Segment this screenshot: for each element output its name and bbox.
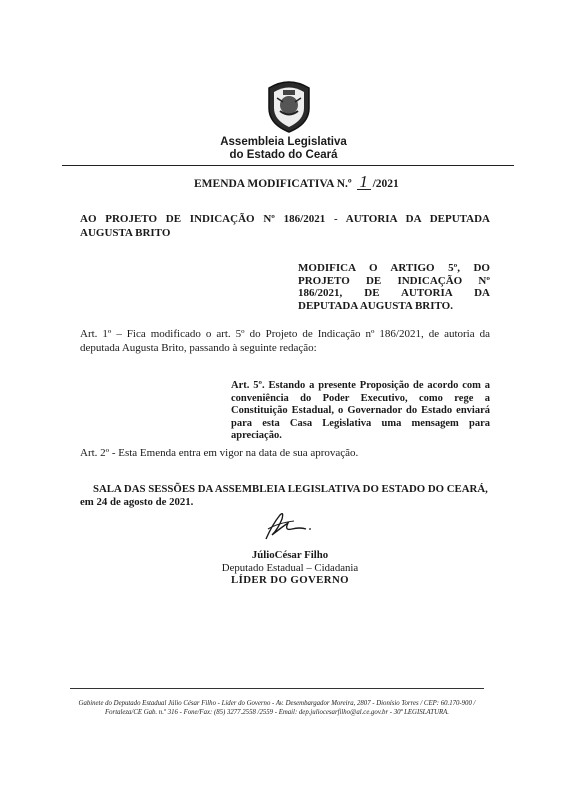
signatory-leader-title: LÍDER DO GOVERNO (231, 574, 349, 586)
coat-of-arms-icon (263, 78, 315, 134)
org-name-line1: Assembleia Legislativa (220, 136, 347, 148)
header-divider (62, 165, 514, 166)
article-1: Art. 1º – Fica modificado o art. 5º do Projeto de Indicação nº 186/2021, de autoria da deputada Augusta Brito, passando à seguinte redação: (80, 328, 490, 354)
title-prefix: EMENDA MODIFICATIVA N.º (194, 178, 352, 190)
footer-line1: Gabinete do Deputado Estadual Júlio César Filho - Líder do Governo - Av. Desembargador Moreira, 2807 - Dionísio Torres / CEP: 60.170-900 / (78, 700, 476, 707)
ementa: MODIFICA O ARTIGO 5º, DO PROJETO DE INDICAÇÃO Nº 186/2021, DE AUTORIA DA DEPUTADA AUGUSTA BRITO. (298, 262, 490, 312)
document-title (194, 172, 399, 191)
title-suffix: /2021 (372, 178, 399, 190)
signatory-name: JúlioCésar Filho (251, 549, 329, 561)
signature-block (200, 549, 380, 587)
footer (70, 699, 484, 717)
footer-divider (70, 688, 484, 689)
project-reference: AO PROJETO DE INDICAÇÃO Nº 186/2021 - AUTORIA DA DEPUTADA AUGUSTA BRITO (80, 213, 490, 239)
title-number: 1 (357, 175, 371, 190)
handwritten-signature (258, 505, 318, 545)
article-2: Art. 2º - Esta Emenda entra em vigor na data de sua aprovação. (80, 447, 359, 459)
org-name-line2: do Estado do Ceará (229, 149, 338, 161)
signatory-role: Deputado Estadual – Cidadania (221, 561, 359, 574)
article-5-text: Art. 5º. Estando a presente Proposição de acordo com a conveniência do Poder Executivo, como rege a Constituição Estadual, o Governador do Estado enviará para esta Casa Legislativa uma mensagem para apreciação. (231, 380, 490, 441)
footer-line2: Fortaleza/CE Gab. n.º 316 - Fone/Fax: (85) 3277.2558 /2559 - Email: dep.juliocesarfilho@al.ce.gov.br - 30ª LEGISLATURA. (105, 709, 449, 716)
session-room-statement: SALA DAS SESSÕES DA ASSEMBLEIA LEGISLATIVA DO ESTADO DO CEARÁ, em 24 de agosto de 2021. (80, 483, 488, 508)
